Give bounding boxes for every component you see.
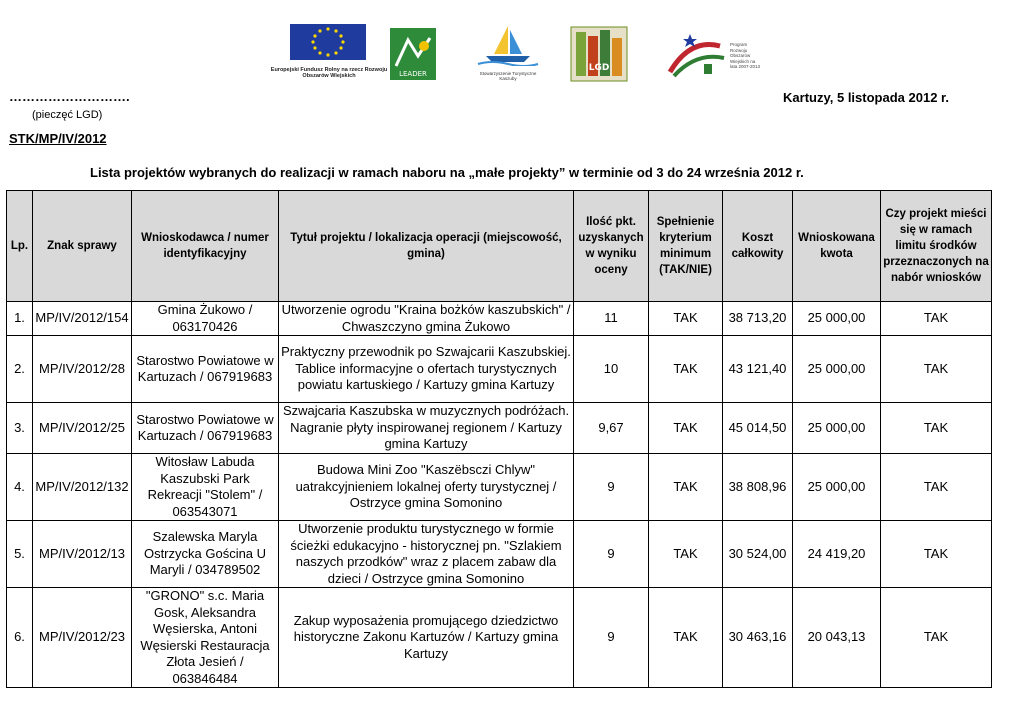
- cell-limit: TAK: [881, 302, 992, 336]
- cell-criterion: TAK: [649, 302, 723, 336]
- cell-criterion: TAK: [649, 454, 723, 521]
- header-case: Znak sprawy: [33, 191, 132, 302]
- table-row: [7, 403, 992, 454]
- header-requested: Wnioskowana kwota: [793, 191, 881, 302]
- cell-lp: 2.: [7, 336, 33, 403]
- cell-points: 10: [574, 336, 649, 403]
- cell-case: MP/IV/2012/132: [33, 454, 132, 521]
- prow-years: na lata 2007-2013: [730, 58, 761, 69]
- header-limit: Czy projekt mieści się w ramach limitu środków przeznaczonych na nabór wniosków: [881, 191, 992, 302]
- table-row: [7, 336, 992, 403]
- cell-lp: 4.: [7, 454, 33, 521]
- kaszuby-logo: [474, 22, 542, 80]
- header-cost: Koszt całkowity: [723, 191, 793, 302]
- sailboat-icon: [474, 22, 542, 66]
- cell-case: MP/IV/2012/154: [33, 302, 132, 336]
- cell-requested: 20 043,13: [793, 588, 881, 688]
- cell-project: Praktyczny przewodnik po Szwajcarii Kaszubskiej. Tablice informacyjne o ofertach turystycznych powiatu kartuskiego / Kartuzy gmina Kartuzy: [279, 336, 574, 403]
- cell-criterion: TAK: [649, 521, 723, 588]
- cell-cost: 30 524,00: [723, 521, 793, 588]
- table-row: [7, 302, 992, 336]
- stamp-label: (pieczęć LGD): [32, 109, 103, 121]
- cell-project: Utworzenie produktu turystycznego w formie ścieżki edukacyjno - historycznej pn. "Szlakiem naszych przodków" wraz z placem zabaw dla dzieci / Ostrzyce gmina Somonino: [279, 521, 574, 588]
- cell-applicant: Szalewska Maryla Ostrzycka Gościna U Maryli / 034789502: [132, 521, 279, 588]
- prow-icon: [660, 28, 730, 82]
- projects-table: [6, 190, 992, 688]
- cell-points: 9: [574, 521, 649, 588]
- table-row: [7, 588, 992, 688]
- cell-project: Zakup wyposażenia promującego dziedzictwo historyczne Zakonu Kartuzów / Kartuzy gmina Kartuzy: [279, 588, 574, 688]
- cell-criterion: TAK: [649, 403, 723, 454]
- cell-project: Szwajcaria Kaszubska w muzycznych podróżach. Nagranie płyty inspirowanej regionem / Kartuzy gmina Kartuzy: [279, 403, 574, 454]
- prow-caption: [730, 42, 762, 70]
- cell-points: 9: [574, 588, 649, 688]
- cell-criterion: TAK: [649, 588, 723, 688]
- cell-cost: 43 121,40: [723, 336, 793, 403]
- cell-requested: 25 000,00: [793, 403, 881, 454]
- cell-limit: TAK: [881, 454, 992, 521]
- cell-requested: 24 419,20: [793, 521, 881, 588]
- cell-case: MP/IV/2012/23: [33, 588, 132, 688]
- prow-logo: [660, 28, 760, 82]
- cell-lp: 1.: [7, 302, 33, 336]
- lgd-logo: [570, 26, 628, 82]
- leader-icon: [388, 26, 438, 82]
- leader-logo: [388, 26, 438, 82]
- cell-limit: TAK: [881, 336, 992, 403]
- cell-lp: 5.: [7, 521, 33, 588]
- cell-requested: 25 000,00: [793, 302, 881, 336]
- date-line: Kartuzy, 5 listopada 2012 r.: [783, 90, 949, 105]
- cell-limit: TAK: [881, 521, 992, 588]
- table-header-row: [7, 191, 992, 302]
- cell-points: 11: [574, 302, 649, 336]
- leader-text: LEADER: [399, 70, 427, 78]
- header-criterion: Spełnienie kryterium minimum (TAK/NIE): [649, 191, 723, 302]
- cell-requested: 25 000,00: [793, 454, 881, 521]
- lgd-icon: [570, 26, 628, 82]
- cell-applicant: Starostwo Powiatowe w Kartuzach / 067919683: [132, 336, 279, 403]
- prow-caption-text: Program Rozwoju Obszarów Wiejskich: [730, 42, 751, 64]
- cell-cost: 45 014,50: [723, 403, 793, 454]
- cell-lp: 6.: [7, 588, 33, 688]
- header-project: Tytuł projektu / lokalizacja operacji (miejscowość, gmina): [279, 191, 574, 302]
- cell-applicant: "GRONO" s.c. Maria Gosk, Aleksandra Węsierska, Antoni Węsierski Restauracja Złota Jesień / 063846484: [132, 588, 279, 688]
- kaszuby-caption: Stowarzyszenie Turystyczne Kaszuby: [479, 71, 537, 81]
- eu-fund-logo: [270, 22, 388, 86]
- cell-lp: 3.: [7, 403, 33, 454]
- cell-applicant: Gmina Żukowo / 063170426: [132, 302, 279, 336]
- cell-project: Utworzenie ogrodu "Kraina bożków kaszubskich" / Chwaszczyno gmina Żukowo: [279, 302, 574, 336]
- cell-cost: 38 713,20: [723, 302, 793, 336]
- cell-limit: TAK: [881, 588, 992, 688]
- cell-cost: 30 463,16: [723, 588, 793, 688]
- header-lp: Lp.: [7, 191, 33, 302]
- cell-cost: 38 808,96: [723, 454, 793, 521]
- cell-project: Budowa Mini Zoo "Kaszëbsczi Chlyw" uatrakcyjnieniem lokalnej oferty turystycznej / Ostrzyce gmina Somonino: [279, 454, 574, 521]
- table-row: [7, 521, 992, 588]
- header-applicant: Wnioskodawca / numer identyfikacyjny: [132, 191, 279, 302]
- table-row: [7, 454, 992, 521]
- lgd-text: LGD: [588, 63, 610, 73]
- eu-flag-icon: [270, 22, 388, 62]
- cell-requested: 25 000,00: [793, 336, 881, 403]
- cell-points: 9: [574, 454, 649, 521]
- cell-case: MP/IV/2012/25: [33, 403, 132, 454]
- eu-fund-caption: Europejski Fundusz Rolny na rzecz Rozwoju Obszarów Wiejskich: [270, 67, 388, 79]
- cell-applicant: Witosław Labuda Kaszubski Park Rekreacji "Stolem" / 063543071: [132, 454, 279, 521]
- logo-strip: [270, 22, 760, 86]
- cell-applicant: Starostwo Powiatowe w Kartuzach / 067919683: [132, 403, 279, 454]
- cell-case: MP/IV/2012/28: [33, 336, 132, 403]
- cell-limit: TAK: [881, 403, 992, 454]
- reference-number: STK/MP/IV/2012: [9, 131, 107, 146]
- header-points: Ilość pkt. uzyskanych w wyniku oceny: [574, 191, 649, 302]
- cell-criterion: TAK: [649, 336, 723, 403]
- signature-dots: ……………………….: [9, 89, 130, 104]
- document-title: Lista projektów wybranych do realizacji w ramach naboru na „małe projekty” w terminie od 3 do 24 września 2012 r.: [90, 165, 804, 180]
- cell-case: MP/IV/2012/13: [33, 521, 132, 588]
- cell-points: 9,67: [574, 403, 649, 454]
